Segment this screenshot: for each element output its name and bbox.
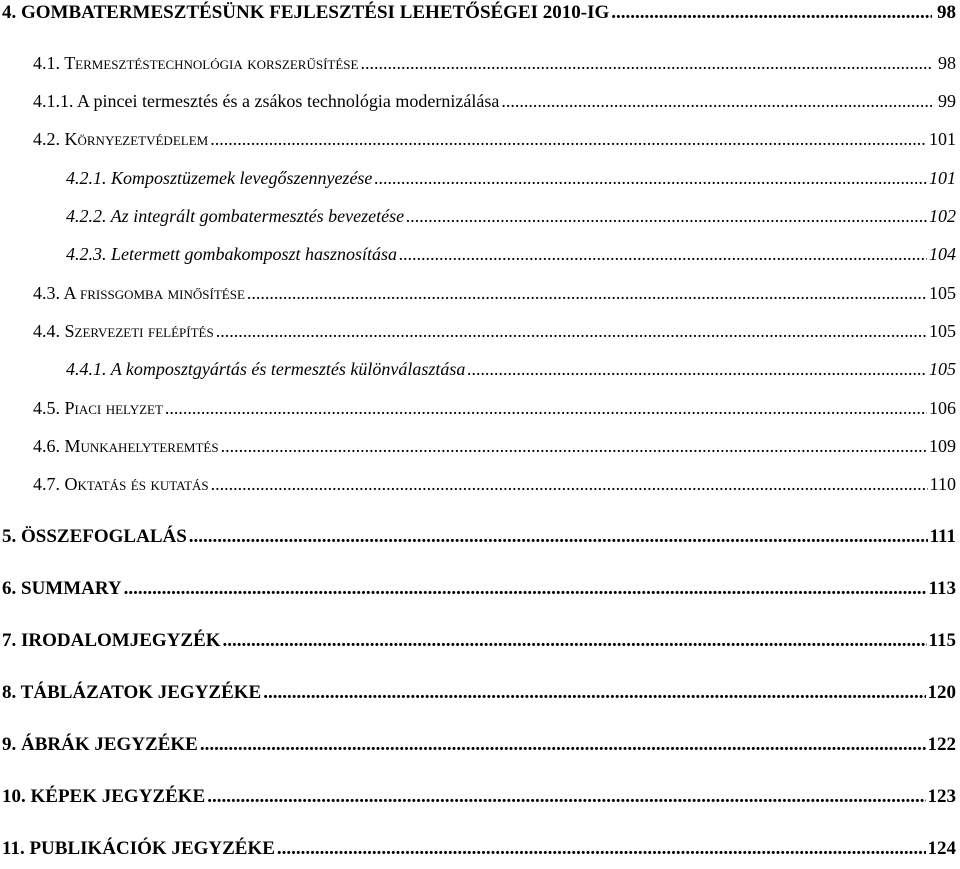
toc-leader-dots — [223, 630, 927, 652]
toc-leader-dots — [247, 283, 927, 304]
toc-entry-page: 111 — [929, 526, 956, 547]
toc-entry-title: 4.2.2. Az integrált gombatermesztés bevezetése — [66, 206, 405, 226]
toc-entry[interactable] — [33, 436, 956, 457]
toc-leader-dots — [263, 682, 925, 704]
toc-entry-title: 4.3. A frissgomba minősítése — [33, 283, 245, 303]
toc-leader-dots — [406, 206, 927, 227]
toc-entry[interactable] — [33, 91, 956, 112]
toc-entry-title: 4.2.1. Komposztüzemek levegőszennyezése — [66, 168, 373, 188]
toc-leader-dots — [211, 474, 928, 495]
toc-entry-page: 101 — [929, 129, 956, 149]
toc-leader-dots — [165, 398, 927, 419]
toc-entry[interactable] — [2, 682, 956, 704]
toc-entry-title: 4.7. Oktatás és kutatás — [33, 474, 209, 494]
toc-entry[interactable] — [66, 168, 956, 189]
toc-entry-title: 4.6. Munkahelyteremtés — [33, 436, 219, 456]
toc-leader-dots — [210, 129, 927, 150]
toc-entry-page: 115 — [928, 630, 956, 651]
toc-entry-title: 6. SUMMARY — [2, 578, 122, 599]
toc-entry[interactable] — [2, 838, 956, 860]
toc-leader-dots — [189, 526, 928, 548]
toc-entry[interactable] — [2, 786, 956, 808]
toc-entry-title: 4.2.3. Letermett gombakomposzt hasznosítása — [66, 244, 398, 264]
toc-leader-dots — [374, 168, 927, 189]
toc-entry-title: 4.1.1. A pincei termesztés és a zsákos technológia modernizálása — [33, 91, 500, 111]
toc-entry-page: 105 — [929, 283, 956, 303]
toc-entry-title: 5. ÖSSZEFOGLALÁS — [2, 526, 187, 547]
toc-leader-dots — [501, 91, 932, 112]
toc-entry[interactable] — [2, 630, 956, 652]
toc-entry-page: 101 — [929, 168, 956, 188]
toc-entry-page: 120 — [927, 682, 956, 703]
toc-entry[interactable] — [2, 734, 956, 756]
toc-entry[interactable] — [33, 53, 956, 74]
toc-entry[interactable] — [33, 321, 956, 342]
toc-entry-title: 9. ÁBRÁK JEGYZÉKE — [2, 734, 198, 755]
toc-entry-title: 4.5. Piaci helyzet — [33, 398, 163, 418]
toc-entry-page: 122 — [927, 734, 956, 755]
toc-leader-dots — [360, 53, 932, 74]
toc-entry[interactable] — [66, 206, 956, 227]
toc-entry-title: 4.2. Környezetvédelem — [33, 129, 209, 149]
toc-entry-page: 123 — [927, 786, 956, 807]
toc-leader-dots — [221, 436, 927, 457]
toc-leader-dots — [399, 244, 927, 265]
toc-leader-dots — [200, 734, 926, 756]
toc-entry-title: 4. GOMBATERMESZTÉSÜNK FEJLESZTÉSI LEHETŐSÉGEI 2010-IG — [2, 2, 610, 23]
toc-entry-title: 4.4. Szervezeti felépítés — [33, 321, 214, 341]
toc-entry[interactable] — [2, 578, 956, 600]
toc-entry-page: 105 — [929, 359, 956, 379]
toc-leader-dots — [124, 578, 927, 600]
toc-entry[interactable] — [2, 526, 956, 548]
toc-leader-dots — [611, 2, 932, 24]
toc-entry-page: 124 — [927, 838, 956, 859]
toc-entry-title: 4.1. Termesztéstechnológia korszerűsítése — [33, 53, 359, 73]
toc-entry-title: 10. KÉPEK JEGYZÉKE — [2, 786, 206, 807]
toc-leader-dots — [216, 321, 927, 342]
toc-entry-page: 110 — [929, 474, 956, 494]
toc-entry-title: 11. PUBLIKÁCIÓK JEGYZÉKE — [2, 838, 275, 859]
toc-entry-page: 98 — [938, 53, 956, 73]
toc-entry-page: 99 — [938, 91, 956, 111]
toc-leader-dots — [207, 786, 925, 808]
toc-entry-page: 104 — [929, 244, 956, 264]
toc-entry[interactable] — [33, 283, 956, 304]
toc-entry[interactable] — [66, 359, 956, 380]
toc-entry[interactable] — [66, 244, 956, 265]
toc-entry[interactable] — [33, 129, 956, 150]
toc-leader-dots — [277, 838, 926, 860]
toc-entry[interactable] — [33, 474, 956, 495]
toc-entry-title: 4.4.1. A komposztgyártás és termesztés különválasztása — [66, 359, 466, 379]
toc-entry[interactable] — [33, 398, 956, 419]
toc-entry-title: 8. TÁBLÁZATOK JEGYZÉKE — [2, 682, 262, 703]
toc-entry-page: 98 — [937, 2, 956, 23]
toc-entry-page: 113 — [928, 578, 956, 599]
toc-entry-page: 105 — [929, 321, 956, 341]
toc-entry-title: 7. IRODALOMJEGYZÉK — [2, 630, 221, 651]
toc-entry-page: 102 — [929, 206, 956, 226]
toc-entry-page: 106 — [929, 398, 956, 418]
toc-entry[interactable] — [2, 2, 956, 24]
toc-leader-dots — [467, 359, 927, 380]
toc-entry-page: 109 — [929, 436, 956, 456]
